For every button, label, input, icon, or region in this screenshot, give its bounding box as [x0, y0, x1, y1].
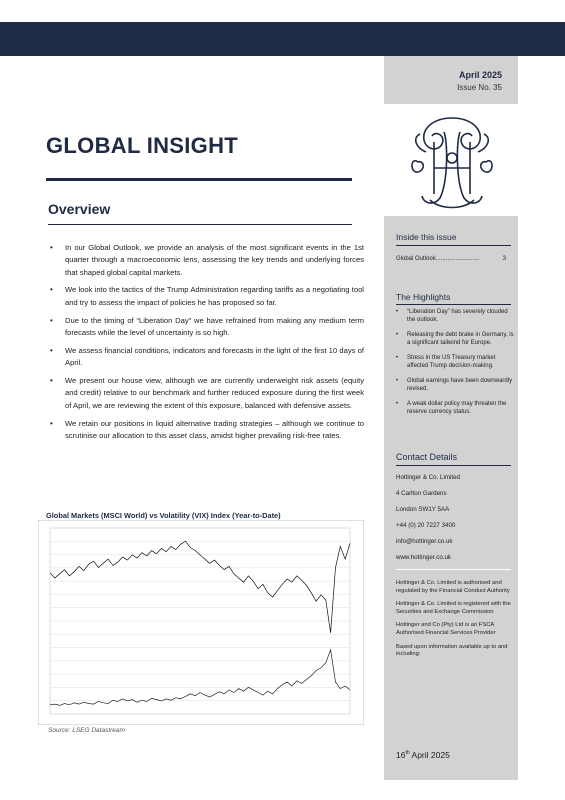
section-rule	[48, 224, 352, 225]
contact-company: Hottinger & Co. Limited	[396, 474, 460, 481]
overview-list	[48, 242, 364, 448]
monogram-crest-icon	[404, 112, 500, 212]
contact-email[interactable]: info@hottinger.co.uk	[396, 538, 453, 545]
sidebar	[384, 56, 518, 780]
contact-heading: Contact Details	[396, 452, 458, 462]
header-band	[0, 22, 565, 56]
contact-divider	[396, 569, 511, 570]
contact-phone[interactable]: +44 (0) 20 7227 3400	[396, 522, 456, 529]
overview-bullet: • We present our house view, although we are currently underweight risk assets (equity and credit) relative to our benchmark and further reduced exposure during the first week of April, we are reviewing the extent of this exposure, balanced with defensive assets.	[48, 375, 364, 412]
highlight-item: • A weak dollar policy may threaten the reserve currency status.	[396, 400, 514, 416]
title-rule	[46, 178, 352, 181]
market-chart	[38, 520, 364, 725]
issue-box	[384, 56, 518, 104]
overview-bullet: • We retain our positions in liquid alternative trading strategies – although we continue to scrutinise our allocation to this asset class, amidst higher prevailing risk-free rates.	[48, 418, 364, 443]
page-title: GLOBAL INSIGHT	[46, 133, 239, 158]
chart-source: Source: LSEG Datastream	[48, 727, 125, 734]
contact-address-line2: London SW1Y 5AA	[396, 506, 450, 513]
highlight-item: • Stress in the US Treasury market affected Trump decision-making.	[396, 354, 514, 370]
issue-date-rest: April 2025	[409, 750, 450, 760]
section-heading: Overview	[48, 201, 111, 217]
issue-date-day: 16	[396, 750, 406, 760]
highlights-heading: The Highlights	[396, 292, 451, 302]
overview-bullet: • Due to the timing of “Liberation Day” we have refrained from making any medium term forecasts while the level of uncertainty is so high.	[48, 315, 364, 340]
inside-rule	[396, 245, 511, 246]
issue-date	[396, 750, 450, 760]
highlight-item: • “Liberation Day” has severely clouded the outlook.	[396, 308, 514, 324]
toc-page: 3	[502, 256, 506, 262]
regulatory-notes	[396, 580, 512, 665]
overview-bullet: • We look into the tactics of the Trump Administration regarding tariffs as a negotiating tool and try to assess the impact of policies he has proposed so far.	[48, 284, 364, 309]
highlight-item: • Releasing the debt brake in Germany, is a significant tailwind for Europe.	[396, 331, 514, 347]
issue-date-suffix: th	[405, 750, 410, 757]
overview-bullet: • In our Global Outlook, we provide an analysis of the most significant events in the 1st quarter through a macroeconomic lens, assessing the key trends and underlying forces that shaped global capital markets.	[48, 242, 364, 279]
contact-rule	[396, 465, 511, 466]
contact-website[interactable]: www.hottinger.co.uk	[396, 554, 452, 561]
chart-title: Global Markets (MSCI World) vs Volatility (VIX) Index (Year-to-Date)	[46, 511, 281, 520]
regulatory-note: Hottinger & Co. Limited is registered with the Securities and Exchange Commission	[396, 601, 511, 615]
regulatory-note: Hottinger and Co (Pty) Ltd is an FSCA Authorised Financial Services Provider	[396, 622, 496, 636]
highlights-list	[396, 308, 514, 423]
toc-item[interactable]	[396, 256, 506, 262]
regulatory-note: Hottinger & Co. Limited is authorised and regulated by the Financial Conduct Authority	[396, 580, 510, 594]
toc-leader: ..........................	[435, 256, 480, 262]
issue-number: Issue No. 35	[457, 83, 502, 92]
regulatory-note: Based upon information available up to and including:	[396, 643, 508, 658]
contact-address-line1: 4 Carlton Gardens	[396, 490, 447, 497]
highlights-rule	[396, 304, 511, 305]
toc-label: Global Outlook	[396, 256, 436, 262]
highlight-item: • Global earnings have been downwardly revised.	[396, 377, 514, 393]
issue-date-label: April 2025	[458, 70, 502, 80]
inside-heading: Inside this issue	[396, 232, 457, 242]
overview-bullet: • We assess financial conditions, indicators and forecasts in the light of the first 10 days of April.	[48, 345, 364, 370]
